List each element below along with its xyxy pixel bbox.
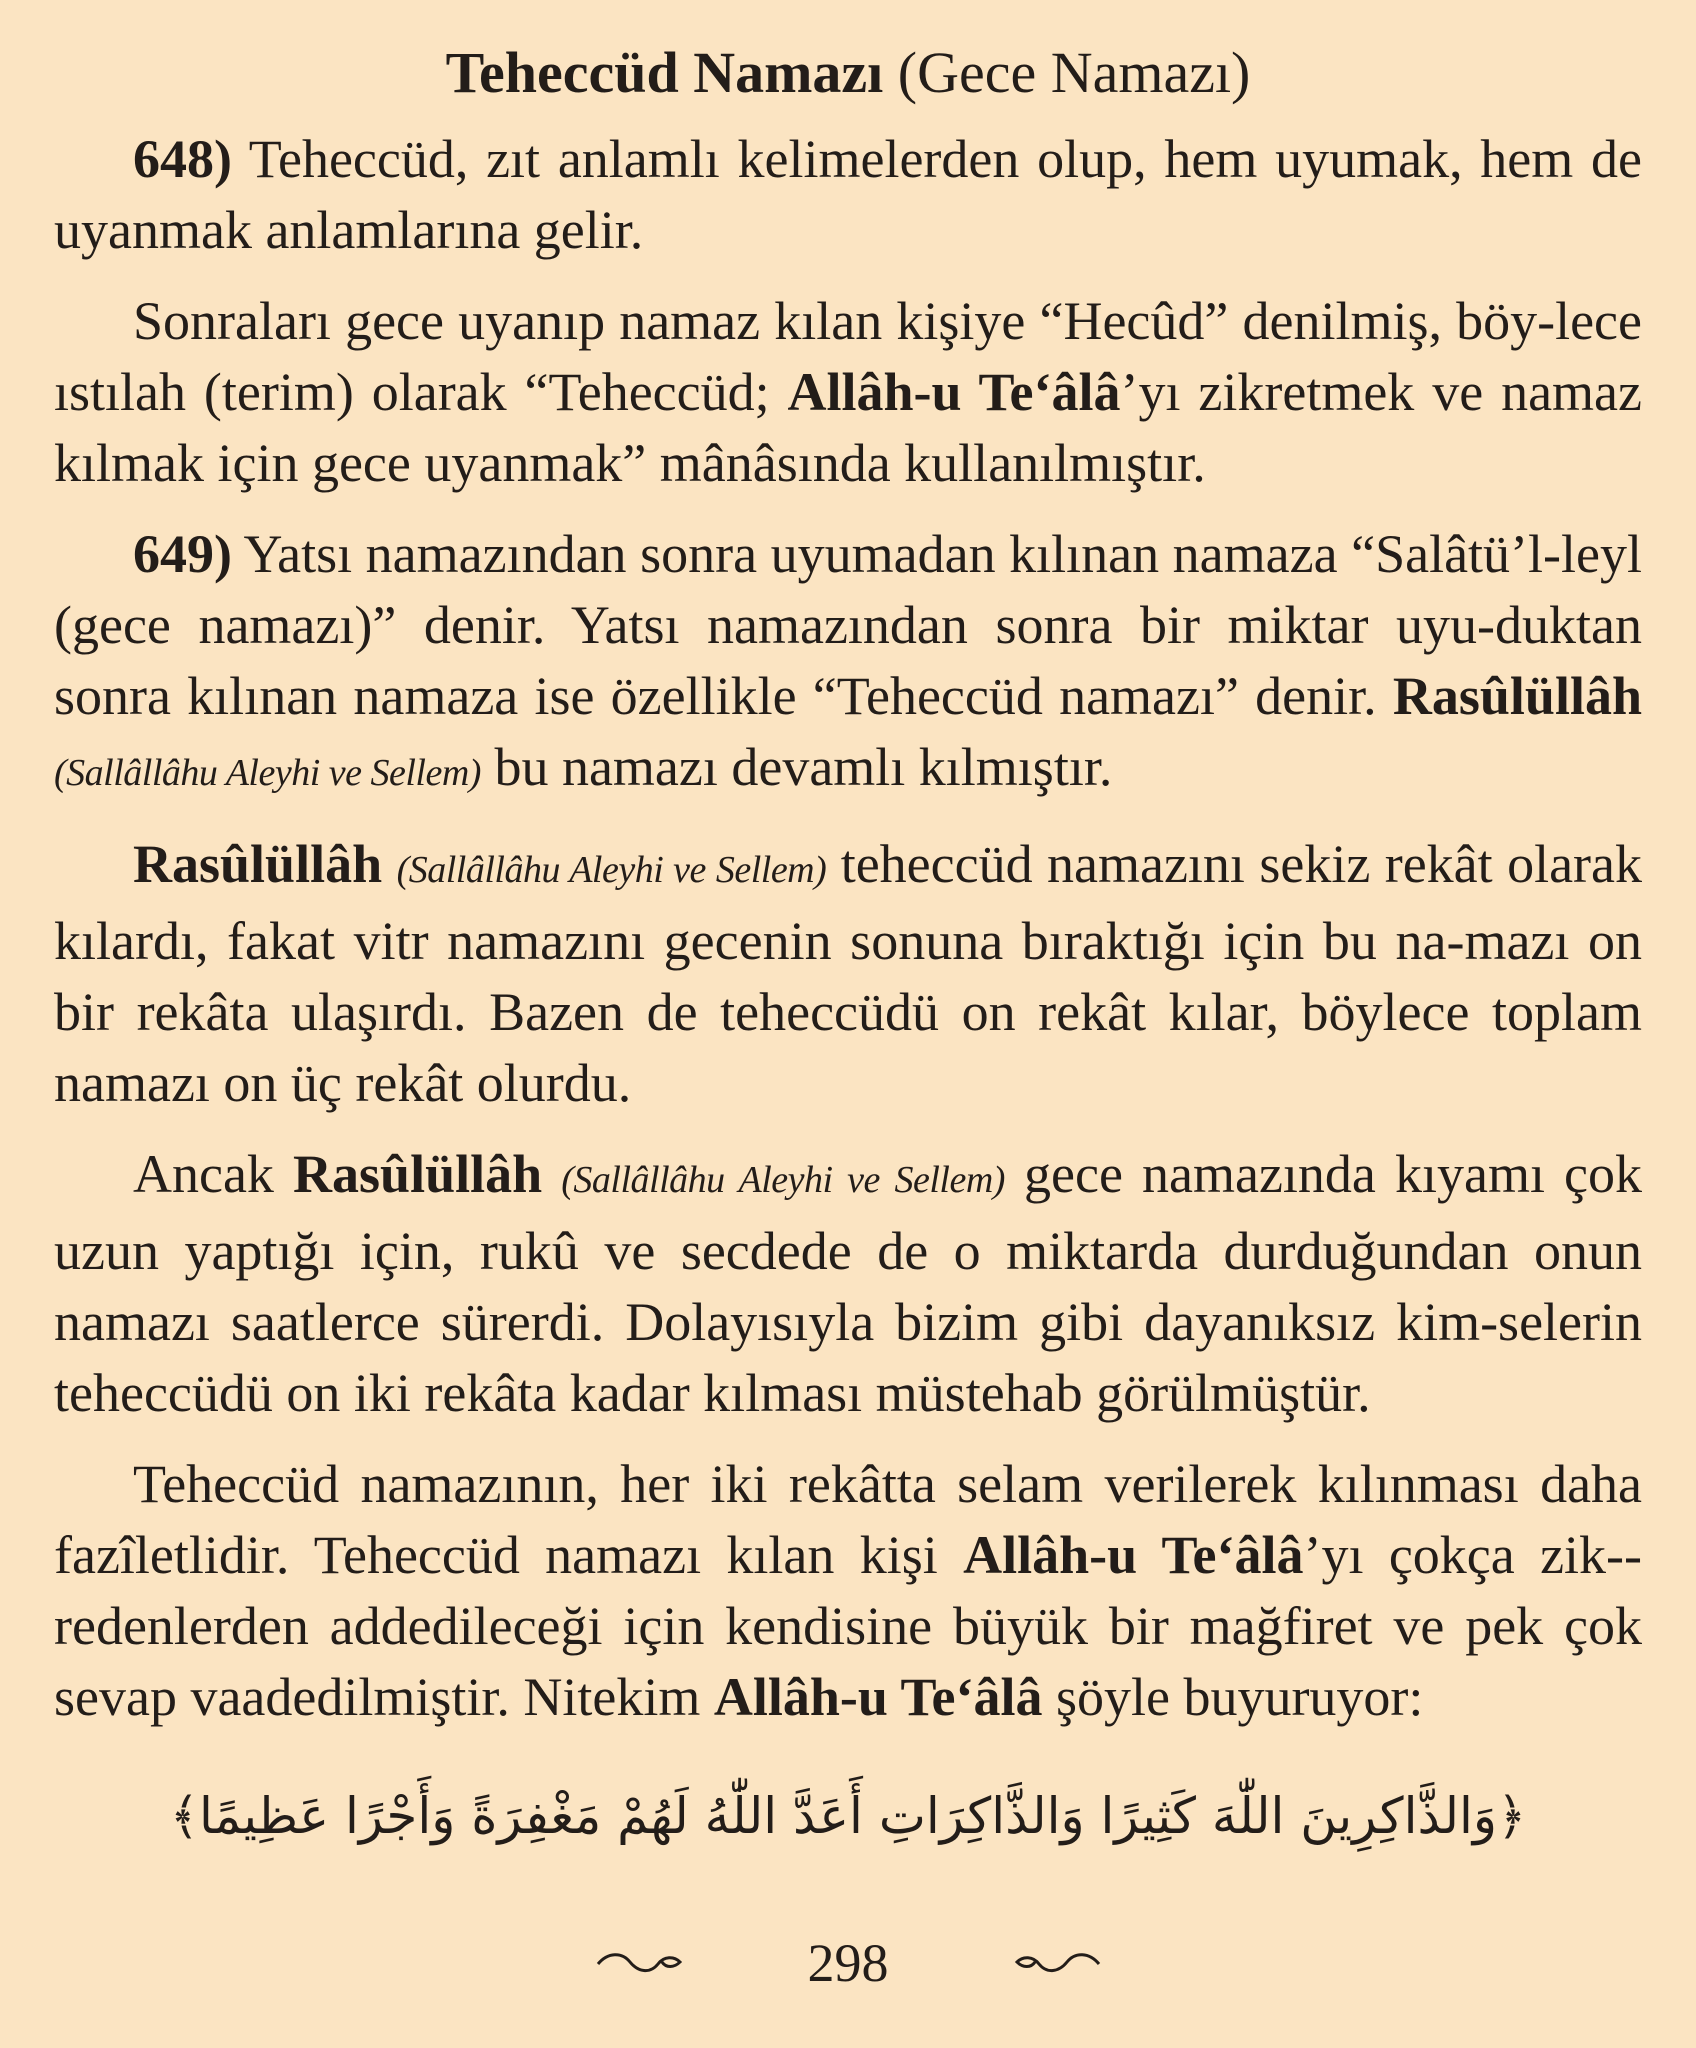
honorific: (Sallâllâhu Aleyhi ve Sellem) <box>54 752 481 794</box>
page-title <box>0 38 1696 108</box>
page-footer <box>0 1932 1696 2012</box>
bold-rasulullah: Rasûlüllâh <box>133 834 383 894</box>
honorific: (Sallâllâhu Aleyhi ve Sellem) <box>396 849 827 891</box>
flourish-right-icon <box>1013 1946 1103 1980</box>
item-number-649: 649) <box>133 524 232 584</box>
honorific: (Sallâllâhu Aleyhi ve Sellem) <box>561 1159 1005 1201</box>
bold-rasulullah: Rasûlüllâh <box>293 1144 543 1204</box>
paragraph-kiyam: Ancak Rasûlüllâh (Sallâllâhu Aleyhi ve Sellem) gece namazında kıyamı çok uzun yaptığı için, rukû ve secdede de o miktarda durduğundan onun namazı saatlerce sürerdi. Dolayısıyla bizim gibi dayanıksız kim-selerin teheccüdü on iki rekâta kadar kılması müstehab görülmüştür. <box>54 1144 1643 1423</box>
paragraph-649: 649) Yatsı namazından sonra uyumadan kılınan namaza “Salâtü’l-leyl (gece namazı)” denir. Yatsı namazından sonra bir miktar uyu-duktan sonra kılınan namaza ise özellikle “Teheccüd namazı” denir. Rasûlüllâh (Sallâllâhu Aleyhi ve Sellem) bu namazı devamlı kılmıştır. <box>54 524 1642 797</box>
paragraph-648: 648) Teheccüd, zıt anlamlı kelimelerden olup, hem uyumak, hem de uyanmak anlamlarına gelir. <box>54 129 1642 260</box>
paragraph-fazilet: Teheccüd namazının, her iki rekâtta selam verilerek kılınması daha fazîletlidir. Teheccüd namazı kılan kişi Allâh-u Te‘âlâ’yı çokça zik-redenlerden addedileceği için kendisine büyük bir mağfiret ve pek çok sevap vaadedilmiştir. Nitekim Allâh-u Te‘âlâ şöyle buyuruyor: <box>54 1454 1643 1727</box>
bold-allah: Allâh-u Te‘âlâ <box>713 1667 1043 1727</box>
title-subtitle: (Gece Namazı) <box>897 40 1251 105</box>
paragraph-hecud: Sonraları gece uyanıp namaz kılan kişiye “Hecûd” denilmiş, böy-lece ıstılah (terim) olarak “Teheccüd; Allâh-u Te‘âlâ’yı zikretmek ve namaz kılmak için gece uyanmak” mânâsında kullanılmıştır. <box>54 291 1642 493</box>
flourish-left-icon <box>594 1946 684 1980</box>
body-text <box>54 124 1642 1753</box>
page-number: 298 <box>807 1933 889 1993</box>
bold-allah: Allâh-u Te‘âlâ <box>787 362 1121 422</box>
bold-allah: Allâh-u Te‘âlâ <box>963 1525 1304 1585</box>
item-number-648: 648) <box>133 129 232 189</box>
paragraph-eight-rekat: Rasûlüllâh (Sallâllâhu Aleyhi ve Sellem) teheccüd namazını sekiz rekât olarak kılardı, fakat vitr namazını gecenin sonuna bıraktığı için bu na-mazı on bir rekâta ulaşırdı. Bazen de teheccüdü on rekât kılar, böylece toplam namazı on üç rekât olurdu. <box>54 834 1642 1113</box>
bold-rasulullah: Rasûlüllâh <box>1392 666 1642 726</box>
quran-verse: ﴿وَالذَّاكِرِينَ اللّٰهَ كَثِيرًا وَالذَّاكِرَاتِ أَعَدَّ اللّٰهُ لَهُمْ مَغْفِرَةً وَأَجْرًا عَظِيمًا﴾ <box>169 1787 1527 1845</box>
title-main: Teheccüd Namazı <box>445 40 884 105</box>
